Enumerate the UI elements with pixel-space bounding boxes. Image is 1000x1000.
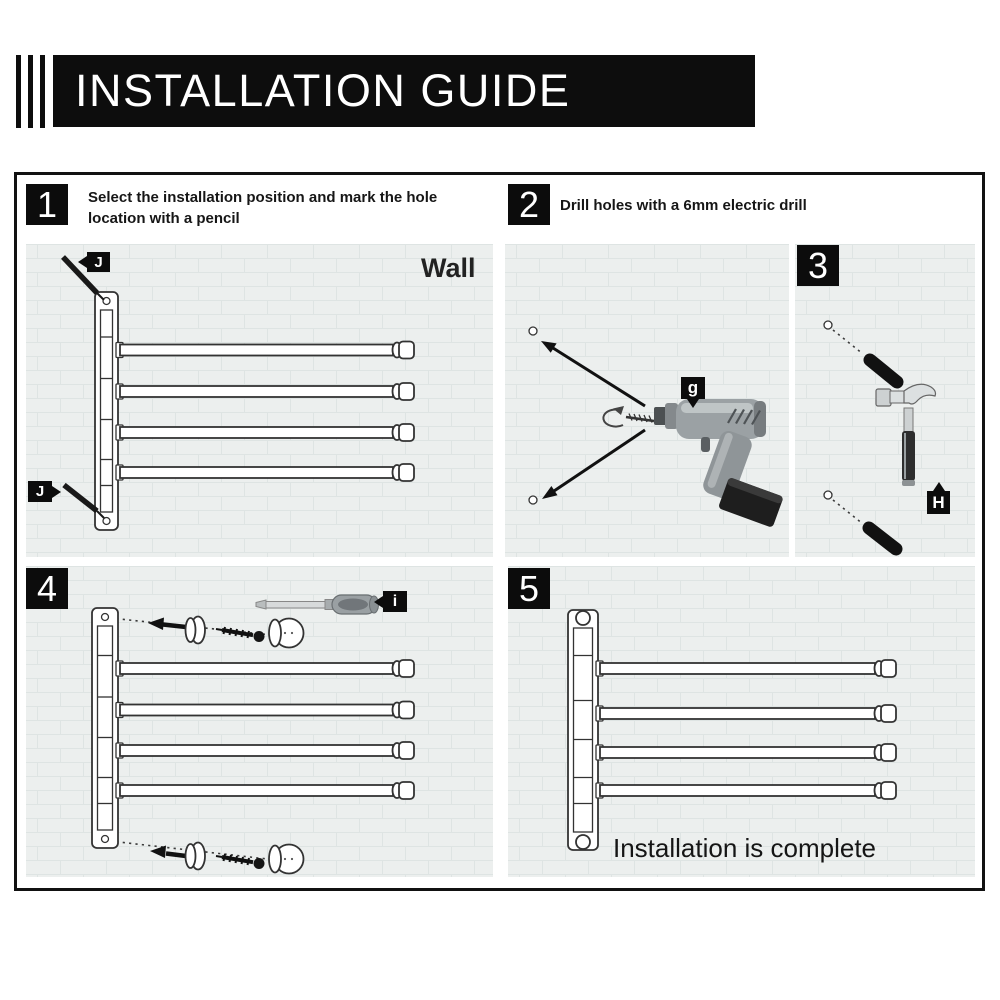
pencil-tag — [28, 481, 52, 502]
completion-text: Installation is complete — [613, 833, 877, 863]
step-2-number: 2 — [508, 184, 550, 225]
step-5-number: 5 — [508, 568, 550, 609]
step-1-illustration — [26, 244, 493, 557]
hammer-tag — [927, 491, 950, 514]
step-4-illustration — [26, 566, 493, 877]
hammer-tag-label: H — [932, 492, 945, 512]
header-banner — [53, 55, 755, 127]
drill-tag — [681, 377, 705, 399]
header-accent-bar — [16, 55, 21, 128]
step-2-illustration — [505, 244, 789, 557]
tag-pointer-icon — [374, 596, 383, 608]
pencil-tag — [87, 252, 110, 272]
step-1-number: 1 — [26, 184, 68, 225]
drill-tag-label: g — [687, 378, 699, 397]
tag-pointer-icon — [52, 486, 61, 498]
tag-pointer-icon — [933, 482, 945, 491]
drill-hole-icon — [824, 321, 832, 329]
step-2-instruction: Drill holes with a 6mm electric drill — [560, 197, 807, 214]
tag-pointer-icon — [687, 399, 699, 408]
end-cap-icon — [186, 617, 206, 644]
pencil-tag-label: J — [94, 253, 103, 271]
end-cap-icon — [186, 843, 206, 870]
drill-hole-icon — [824, 491, 832, 499]
screwdriver-tag-label: i — [392, 592, 398, 610]
page-title: INSTALLATION GUIDE — [75, 65, 571, 116]
header-accent-bar — [28, 55, 33, 128]
step-4-number: 4 — [26, 568, 68, 609]
end-cap-icon — [269, 845, 304, 874]
wall-label: Wall — [421, 253, 476, 283]
header-accent-bar — [40, 55, 45, 128]
drill-hole-icon — [529, 496, 537, 504]
drill-hole-icon — [529, 327, 537, 335]
pencil-tag-label: J — [35, 483, 45, 500]
step-5-illustration — [508, 566, 975, 877]
step-1-instruction: Select the installation position and mark the hole location with a pencil — [88, 189, 438, 227]
end-cap-icon — [269, 619, 304, 648]
step-3-number: 3 — [797, 245, 839, 286]
screwdriver-tag — [383, 591, 407, 612]
tag-pointer-icon — [78, 256, 87, 268]
